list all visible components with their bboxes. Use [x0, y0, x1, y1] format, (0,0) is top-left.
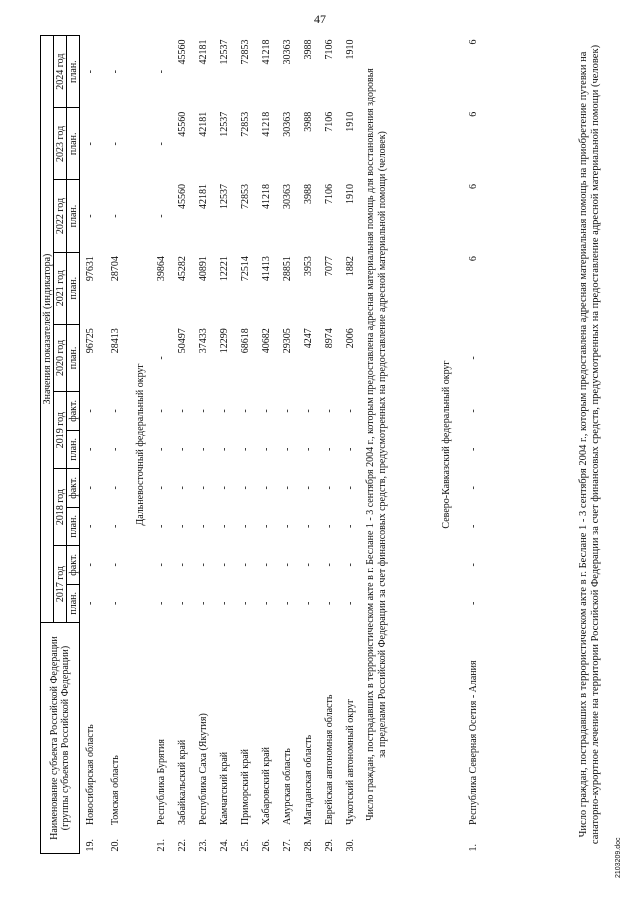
indicator-value: 1910 [345, 183, 356, 204]
row-number: 26. [261, 839, 272, 852]
table-row [298, 36, 319, 854]
table-row [277, 36, 298, 854]
indicator-value: - [282, 601, 293, 605]
indicator-value: - [467, 563, 479, 567]
row-number: 22. [177, 839, 188, 852]
indicator-value: - [85, 214, 96, 218]
indicator-value: 41218 [261, 111, 272, 137]
indicator-value: - [198, 447, 209, 452]
indicator-value: - [156, 524, 167, 529]
indicator-value: - [109, 563, 121, 567]
indicator-value: 12537 [219, 39, 230, 65]
indicator-value: 3953 [303, 256, 314, 277]
indicator-value: 97631 [85, 256, 96, 282]
indicator-value: 12537 [219, 183, 230, 209]
indicator-value: 42181 [198, 111, 209, 137]
header-year: 2017 год [54, 546, 67, 623]
header-plan: план. [67, 430, 80, 468]
indicator-value: - [219, 409, 230, 413]
indicator-value: - [177, 524, 188, 529]
indicator-value: - [303, 486, 314, 490]
indicator-value: - [303, 447, 314, 452]
indicator-value: 28704 [109, 256, 121, 282]
section-row [129, 36, 151, 854]
indicator-value: - [85, 563, 96, 567]
header-indicator-group: Значения показателей (индикатора) [41, 36, 54, 623]
indicator-value: 7106 [324, 183, 335, 204]
indicator-value: - [240, 524, 251, 529]
indicator-value: - [85, 524, 96, 529]
header-fact: факт. [67, 392, 80, 430]
indicator-value: 72853 [240, 183, 251, 209]
region-name: Амурская область [282, 748, 293, 826]
indicator-value: - [282, 486, 293, 490]
region-name: Республика Северная Осетия - Алания [467, 660, 479, 826]
indicator-value: - [303, 409, 314, 413]
row-number: 1. [467, 844, 479, 852]
indicator-value: 45560 [177, 111, 188, 137]
table-row [151, 36, 172, 854]
indicator-value: - [177, 486, 188, 490]
indicator-value: 42181 [198, 39, 209, 65]
indicator-value: 1910 [345, 39, 356, 60]
indicator-value: - [345, 486, 356, 490]
indicator-value: - [156, 563, 167, 567]
section-title: Дальневосточный федеральный округ [134, 363, 146, 526]
row-number: 28. [303, 839, 314, 852]
region-name: Республика Саха (Якутия) [198, 713, 209, 826]
header-plan: план. [67, 108, 80, 180]
indicator-value: - [467, 447, 479, 452]
indicator-value: - [156, 214, 167, 218]
header-year: 2020 год [54, 324, 67, 391]
indicator-value: - [219, 447, 230, 452]
indicator-value: 3988 [303, 39, 314, 60]
indicator-value: - [261, 563, 272, 567]
indicator-value: - [324, 486, 335, 490]
indicator-value: 72853 [240, 111, 251, 137]
indicator-value: 45560 [177, 183, 188, 209]
indicator-value: - [177, 447, 188, 452]
header-year: 2019 год [54, 392, 67, 469]
indicator-value: - [240, 447, 251, 452]
header-fact: факт. [67, 546, 80, 584]
indicator-value: - [324, 447, 335, 452]
indicator-value: 96725 [85, 328, 96, 354]
indicator-value: - [261, 409, 272, 413]
header-plan: план. [67, 252, 80, 324]
indicator-value: - [467, 356, 479, 360]
indicator-value: - [198, 486, 209, 490]
table-header [41, 36, 80, 854]
indicator-value: - [261, 486, 272, 490]
indicator-value: - [109, 447, 121, 452]
indicator-value: 28413 [109, 328, 121, 354]
section-row [433, 36, 459, 854]
indicator-value: - [177, 563, 188, 567]
indicator-value: - [240, 601, 251, 605]
row-number: 24. [219, 839, 230, 852]
row-number: 23. [198, 839, 209, 852]
indicator-value: - [240, 563, 251, 567]
indicator-value: 8974 [324, 328, 335, 349]
indicator-value: - [282, 524, 293, 529]
indicator-value: - [467, 601, 479, 605]
indicator-value: 30363 [282, 111, 293, 137]
indicator-value: - [345, 409, 356, 413]
indicator-value: - [109, 601, 121, 605]
indicator-value: 7077 [324, 256, 335, 277]
indicator-value: 42181 [198, 183, 209, 209]
indicator-value: - [219, 486, 230, 490]
indicator-description-row [361, 36, 433, 854]
row-number: 19. [85, 839, 96, 852]
indicator-value: 6 [467, 111, 479, 117]
indicator-value: 72853 [240, 39, 251, 65]
table-row [459, 36, 487, 854]
region-name: Хабаровский край [261, 747, 272, 826]
table-row [340, 36, 361, 854]
indicator-value: - [85, 409, 96, 413]
indicator-value: 7106 [324, 111, 335, 132]
indicator-value: 39864 [156, 256, 167, 282]
indicator-value: - [345, 601, 356, 605]
indicator-value: 72514 [240, 256, 251, 282]
indicator-value: 1910 [345, 111, 356, 132]
header-plan: план. [67, 324, 80, 391]
indicator-value: - [85, 142, 96, 146]
document-id: 2103209.doc [615, 837, 622, 878]
indicator-value: - [261, 447, 272, 452]
region-name: Камчатский край [219, 751, 230, 826]
indicator-value: - [303, 524, 314, 529]
indicator-value: 40682 [261, 328, 272, 354]
indicator-value: - [240, 409, 251, 413]
indicator-value: 45282 [177, 256, 188, 282]
indicator-value: - [219, 601, 230, 605]
region-name: Чукотский автономный округ [345, 698, 356, 826]
header-year: 2023 год [54, 108, 67, 180]
table-row [172, 36, 193, 854]
indicator-value: 68618 [240, 328, 251, 354]
table-row [193, 36, 214, 854]
header-fact: факт. [67, 469, 80, 507]
indicator-value: - [345, 524, 356, 529]
row-number: 20. [109, 839, 121, 852]
indicator-value: - [109, 486, 121, 490]
indicator-value: - [219, 563, 230, 567]
indicator-value: - [198, 601, 209, 605]
indicator-value: 7106 [324, 39, 335, 60]
indicator-value: 3988 [303, 183, 314, 204]
indicator-value: - [282, 447, 293, 452]
indicator-value: - [156, 447, 167, 452]
indicator-value: - [156, 486, 167, 490]
indicator-value: - [156, 142, 167, 146]
indicator-value: - [467, 409, 479, 413]
indicator-value: - [345, 447, 356, 452]
indicator-value: - [261, 524, 272, 529]
table-row [235, 36, 256, 854]
indicator-value: - [109, 69, 121, 74]
indicator-value: - [177, 409, 188, 413]
row-number: 30. [345, 839, 356, 852]
indicators-table [40, 35, 487, 854]
indicator-value: 12221 [219, 256, 230, 282]
indicator-value: - [156, 601, 167, 605]
region-name: Магаданская область [303, 734, 314, 826]
indicator-value: - [85, 447, 96, 452]
indicator-value: - [198, 524, 209, 529]
indicator-value: - [261, 601, 272, 605]
region-name: Томская область [109, 755, 121, 826]
indicator-value: 12537 [219, 111, 230, 137]
indicator-value: 6 [467, 39, 479, 45]
header-plan: план. [67, 584, 80, 622]
row-number: 29. [324, 839, 335, 852]
indicator-value: - [198, 409, 209, 413]
table-row [101, 36, 129, 854]
indicator-value: - [282, 563, 293, 567]
indicator-value: - [324, 601, 335, 605]
indicator-value: - [85, 69, 96, 74]
row-number: 21. [156, 839, 167, 852]
indicator-value: 30363 [282, 183, 293, 209]
indicator-value: - [324, 409, 335, 413]
header-year: 2022 год [54, 180, 67, 252]
indicator-value: - [303, 601, 314, 605]
table-row [256, 36, 277, 854]
indicator-value: - [282, 409, 293, 413]
indicator-value: 41218 [261, 183, 272, 209]
indicator-value: 6 [467, 183, 479, 189]
indicator-value: 12299 [219, 328, 230, 354]
header-plan: план. [67, 180, 80, 252]
indicator-value: - [467, 524, 479, 529]
indicator-value: - [198, 563, 209, 567]
indicator-value: - [240, 486, 251, 490]
header-year: 2021 год [54, 252, 67, 324]
indicator-value: - [85, 601, 96, 605]
header-year: 2018 год [54, 469, 67, 546]
indicator-value: - [156, 69, 167, 74]
indicator-value: - [85, 486, 96, 490]
header-plan: план. [67, 36, 80, 108]
indicator-value: 29305 [282, 328, 293, 354]
table-body [80, 36, 488, 854]
indicator-value: - [219, 524, 230, 529]
indicator-description-2: Число граждан, пострадавших в террористическом акте в г. Беслане 1 - 3 сентября 2004 г., которым предоставлена адресная материальная помощь на приобретение путевки на санаторно-курортное лечение на территории Российской Федерации за счет финансовых средств, предусмотренных на предоставление адресной материальной помощи (человек) [578, 44, 601, 845]
indicator-value: - [156, 409, 167, 413]
region-name: Еврейская автономная область [324, 694, 335, 826]
rotated-page-content [40, 35, 630, 880]
indicator-description: Число граждан, пострадавших в террористическом акте в г. Беслане 1 - 3 сентября 2004 г., которым предоставлена адресная материальная помощь для восстановления здоровья за пределами Российской Федерации за счет финансовых средств, предусмотренных на предоставление адресной материальной помощи (человек) [365, 68, 388, 821]
indicator-value: - [303, 563, 314, 567]
indicator-value: 37433 [198, 328, 209, 354]
indicator-value: - [345, 563, 356, 567]
indicator-value: 30363 [282, 39, 293, 65]
region-name: Республика Бурятия [156, 739, 167, 826]
row-number: 27. [282, 839, 293, 852]
region-name: Новосибирская область [85, 724, 96, 826]
indicator-value: 41413 [261, 256, 272, 282]
region-name: Забайкальский край [177, 739, 188, 826]
indicator-value: 45560 [177, 39, 188, 65]
row-number: 25. [240, 839, 251, 852]
indicator-value: - [177, 601, 188, 605]
indicator-value: - [324, 524, 335, 529]
indicator-value: - [109, 142, 121, 146]
indicator-value: 4247 [303, 328, 314, 349]
table-row [319, 36, 340, 854]
indicator-value: - [324, 563, 335, 567]
indicator-value: 6 [467, 256, 479, 262]
indicator-value: 40891 [198, 256, 209, 282]
header-name-column: Наименование субъекта Российской Федерации (группы субъектов Российской Федерации) [41, 623, 80, 854]
header-plan: план. [67, 507, 80, 545]
indicator-value: 3988 [303, 111, 314, 132]
indicator-value: 1882 [345, 256, 356, 277]
section-title: Северо-Кавказский федеральный округ [440, 360, 452, 529]
indicator-value: - [156, 356, 167, 360]
indicator-value: - [109, 214, 121, 218]
indicator-value: - [109, 524, 121, 529]
indicator-value: 2006 [345, 328, 356, 349]
indicator-value: 28851 [282, 256, 293, 282]
table-row [214, 36, 235, 854]
table-row [80, 36, 102, 854]
page-number: 47 [314, 12, 326, 26]
indicator-value: - [467, 486, 479, 490]
header-year: 2024 год [54, 36, 67, 108]
indicator-value: 50497 [177, 328, 188, 354]
indicator-value: 41218 [261, 39, 272, 65]
region-name: Приморский край [240, 748, 251, 826]
indicator-value: - [109, 409, 121, 413]
